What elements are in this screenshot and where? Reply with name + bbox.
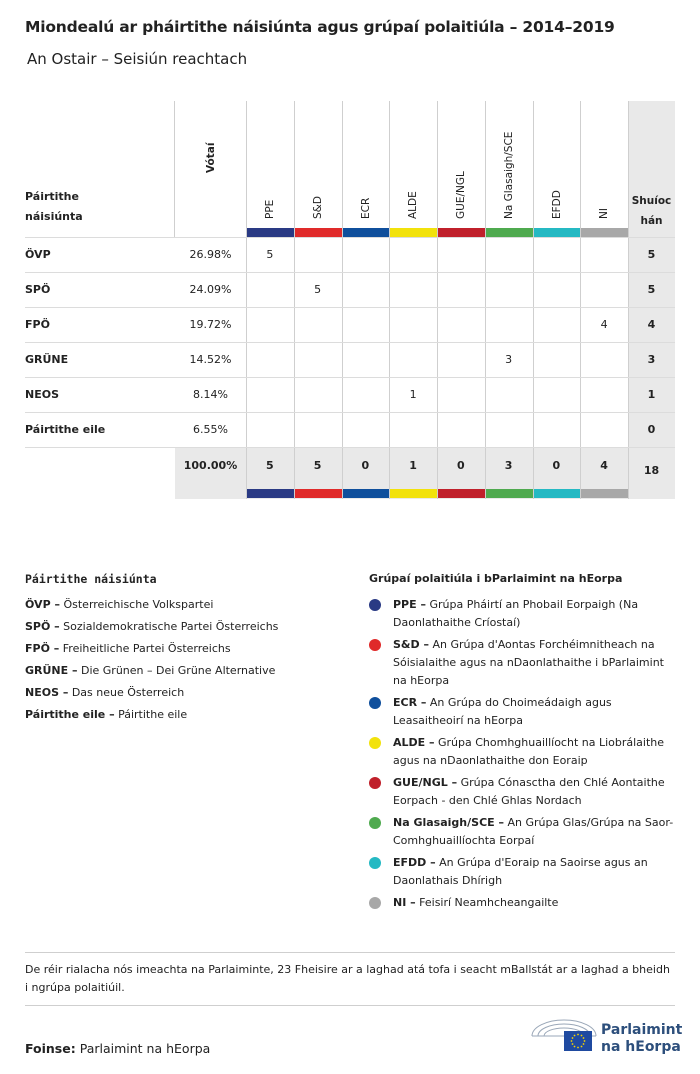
party-votes: 19.72% [189,318,232,331]
total-cell: 5 [266,459,274,472]
party-name: GRÜNE [25,353,69,366]
ep-legend-name: Grúpa Chomhghuaillíocht na Liobrálaithe agus na nDaonlathaithe don Eoraip [393,736,665,767]
ep-group-color-dot [369,599,381,611]
vline-group-0 [246,101,247,499]
national-legend-item [25,620,278,633]
ep-legend-item [393,894,675,912]
rules-note: De réir rialacha nós imeachta na Parlaiminte, 23 Fheisire ar a laghad atá tofa i seacht mBallstát ar a laghad a bheidh i ngrúpa polaitiúil. [25,963,670,994]
note-separator-top [25,952,675,953]
ep-legend-abbr: S&D – [393,638,429,651]
national-legend-item [25,664,275,677]
group-header-7: NI [598,208,611,219]
national-legend-abbr: Páirtithe eile – [25,708,115,721]
national-legend-name: Freiheitliche Partei Österreichs [62,642,231,655]
total-cell: 0 [457,459,465,472]
seat-cell: 5 [314,283,322,296]
party-name: SPÖ [25,283,51,296]
vline-group-8 [628,101,629,499]
ep-legend-abbr: ECR – [393,696,427,709]
group-color-bar-bottom-3 [390,489,437,498]
grand-total-seats: 18 [643,464,660,477]
national-legend-name: Das neue Österreich [71,686,185,699]
group-color-bar-bottom-7 [581,489,628,498]
source-value: Parlaimint na hEorpa [79,1041,211,1056]
party-votes: 14.52% [189,353,232,366]
hline-row-1 [25,272,675,273]
total-cell: 4 [600,459,608,472]
seats-column-bg [628,101,675,499]
ep-legend-item [393,694,675,730]
national-legend-abbr: FPÖ – [25,642,60,655]
ep-legend-abbr: GUE/NGL – [393,776,458,789]
ep-legend-title: Grúpaí polaitiúla i bParlaimint na hEorpa [369,572,623,585]
hline-row-5 [25,412,675,413]
ep-group-color-dot [369,697,381,709]
ep-legend-item [393,854,675,890]
ep-legend-name: An Grúpa Glas/Grúpa na Saor-Comhghuaillíochta Eorpaí [393,816,674,847]
vline-group-2 [342,101,343,499]
ep-legend-name: Grúpa Pháirtí an Phobail Eorpaigh (Na Daonlathaithe Críostaí) [393,598,639,629]
party-votes: 8.14% [193,388,228,401]
party-seats-total: 3 [647,353,656,366]
national-legend-name: Sozialdemokratische Partei Österreichs [63,620,279,633]
hline-row-6 [25,447,675,448]
group-color-bar-bottom-0 [247,489,294,498]
national-legend-item [25,708,187,721]
party-name: FPÖ [25,318,50,331]
seat-cell: 3 [505,353,513,366]
total-cell: 3 [504,459,513,472]
seat-cell: 4 [600,318,608,331]
group-header-4: GUE/NGL [455,171,467,219]
group-color-bar-bottom-4 [438,489,485,498]
ep-logo-text [601,1022,682,1056]
party-seats-total: 5 [647,283,656,296]
party-seats-total: 5 [647,248,656,261]
seats-header-line-2: hán [640,215,663,227]
vline-group-7 [580,101,581,499]
ep-legend-name: Grúpa Cónasctha den Chlé Aontaithe Eorpach - den Chlé Ghlas Nordach [393,776,665,807]
seats-header [628,191,675,231]
national-legend-name: Österreichische Volkspartei [63,598,214,611]
national-legend-title: Páirtithe náisiúnta [25,572,157,586]
ep-group-color-dot [369,817,381,829]
ep-legend-name: An Grúpa do Choimeádaigh agus Leasaitheoirí na hEorpa [393,696,612,727]
vline-group-6 [533,101,534,499]
total-votes: 100.00% [183,459,238,472]
group-color-bar-top-0 [247,228,294,237]
ep-legend-item [393,734,675,770]
party-name: ÖVP [25,248,51,261]
seat-cell: 5 [266,248,274,261]
logo-line-1: Parlaimint [601,1022,683,1038]
vline-group-3 [389,101,390,499]
seat-cell: 1 [409,388,417,401]
party-votes: 24.09% [189,283,232,296]
party-name: NEOS [25,388,59,401]
header-line-2: náisiúnta [25,210,83,223]
ep-group-color-dot [369,897,381,909]
group-header-0: PPE [264,199,276,219]
page-subtitle: An Ostair – Seisiún reachtach [27,50,248,68]
national-legend-item [25,642,231,655]
total-cell: 0 [361,459,370,472]
parliament-hemicycle-icon [530,1014,598,1054]
group-color-bar-top-3 [390,228,437,237]
ep-group-color-dot [369,777,381,789]
party-votes: 26.98% [189,248,232,261]
page-title: Miondealú ar pháirtithe náisiúnta agus grúpaí polaitiúla – 2014–2019 [25,18,615,36]
group-color-bar-top-7 [581,228,628,237]
party-seats-total: 1 [647,388,656,401]
group-header-6: EFDD [550,190,563,219]
ep-legend-abbr: EFDD – [393,856,436,869]
hline-row-4 [25,377,675,378]
group-color-bar-top-5 [486,228,533,237]
source-line [25,1041,210,1056]
votes-header: Vótaí [205,142,217,173]
note-separator-bottom [25,1005,675,1006]
vline-group-4 [437,101,438,499]
source-label: Foinse: [25,1041,76,1056]
logo-line-2: na hEorpa [601,1039,681,1055]
national-legend-abbr: GRÜNE – [25,664,78,677]
national-legend-name: Páirtithe eile [118,708,188,721]
ep-legend-abbr: NI – [393,896,416,909]
national-legend-name: Die Grünen – Dei Grüne Alternative [80,664,276,677]
national-parties-header [25,187,83,227]
group-color-bar-top-6 [534,228,581,237]
vline-group-5 [485,101,486,499]
national-legend-abbr: NEOS – [25,686,69,699]
hline-header-bottom [25,237,675,238]
hline-row-2 [25,307,675,308]
national-legend-abbr: SPÖ – [25,620,60,633]
party-name: Páirtithe eile [25,423,106,436]
ep-legend-abbr: Na Glasaigh/SCE – [393,816,504,829]
national-legend-item [25,686,184,699]
group-color-bar-top-2 [343,228,390,237]
breakdown-table [25,101,675,499]
group-color-bar-top-1 [295,228,342,237]
group-color-bar-bottom-6 [534,489,581,498]
header-line-1: Páirtithe [25,190,79,203]
group-header-2: ECR [359,197,372,219]
ep-legend-item [393,814,675,850]
ep-legend-abbr: ALDE – [393,736,435,749]
total-cell: 5 [313,459,322,472]
party-seats-total: 0 [647,423,656,436]
total-cell: 1 [409,459,417,472]
ep-legend-item [393,774,675,810]
ep-group-color-dot [369,639,381,651]
group-color-bar-bottom-5 [486,489,533,498]
group-header-3: ALDE [407,191,420,219]
national-legend-item [25,598,213,611]
seats-header-line-1: Shuíoc [631,195,672,207]
ep-legend-name: An Grúpa d'Eoraip na Saoirse agus an Daonlathais Dhírigh [393,856,648,887]
ep-legend-item [393,596,675,632]
ep-legend-name: Feisirí Neamhcheangailte [419,896,559,909]
group-color-bar-bottom-2 [343,489,390,498]
group-color-bar-bottom-1 [295,489,342,498]
vline-group-1 [294,101,295,499]
group-header-1: S&D [311,196,324,219]
vline-votes-left [174,101,175,237]
hline-row-3 [25,342,675,343]
party-seats-total: 4 [647,318,656,331]
total-cell: 0 [552,459,561,472]
group-color-bar-top-4 [438,228,485,237]
ep-logo [530,1014,598,1054]
ep-legend-abbr: PPE – [393,598,426,611]
party-votes: 6.55% [193,423,228,436]
ep-legend-name: An Grúpa d'Aontas Forchéimnitheach na Sóisialaithe agus na nDaonlathaithe i bParlaimint na hEorpa [393,638,664,687]
ep-legend-item [393,636,675,690]
national-legend-abbr: ÖVP – [25,598,60,611]
group-header-5: Na Glasaigh/SCE [502,131,515,219]
ep-group-color-dot [369,737,381,749]
ep-group-color-dot [369,857,381,869]
